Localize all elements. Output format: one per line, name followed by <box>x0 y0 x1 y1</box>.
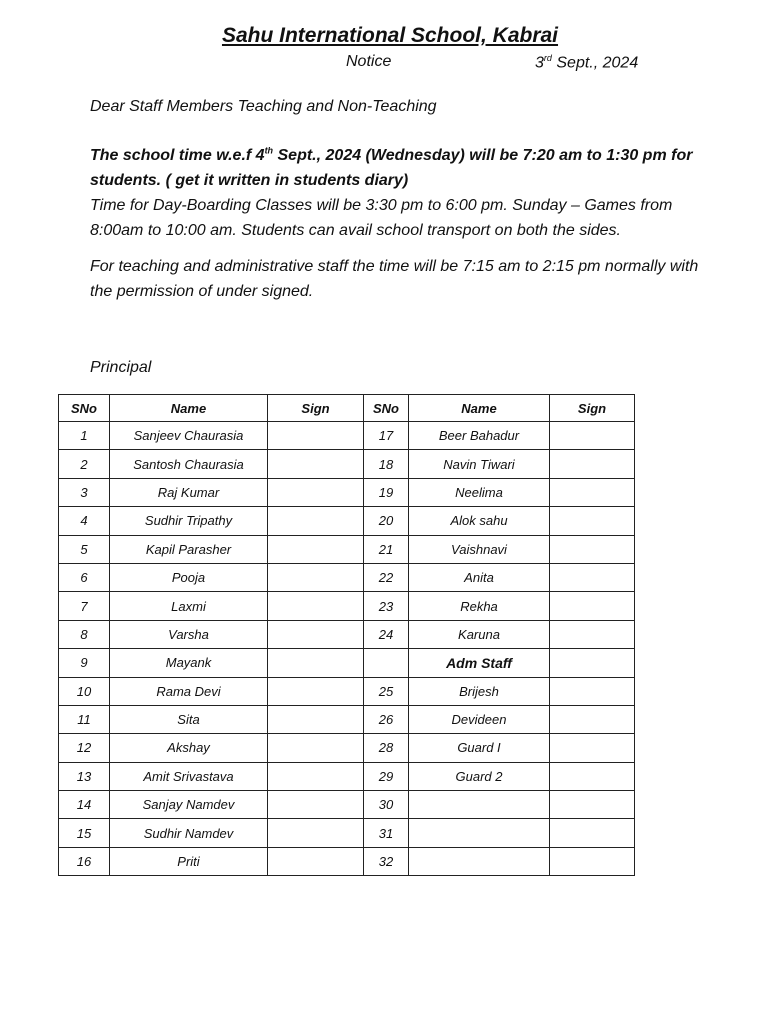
sign-cell <box>550 422 635 450</box>
name-cell: Varsha <box>110 620 268 648</box>
name-cell: Beer Bahadur <box>409 422 550 450</box>
sign-cell <box>550 734 635 762</box>
staff-time-paragraph: For teaching and administrative staff the time will be 7:15 am to 2:15 pm normally with the permission of under signed. <box>90 258 699 300</box>
name-cell: Pooja <box>110 563 268 591</box>
header-sno-1: SNo <box>59 395 110 422</box>
table-row <box>59 592 635 620</box>
sign-cell <box>268 847 364 875</box>
name-cell: Amit Srivastava <box>110 762 268 790</box>
sign-cell <box>550 450 635 478</box>
header-sno-2: SNo <box>364 395 409 422</box>
sno-cell: 26 <box>364 705 409 733</box>
sno-cell: 23 <box>364 592 409 620</box>
name-cell: Rama Devi <box>110 677 268 705</box>
table-row <box>59 819 635 847</box>
date-rest: Sept., 2024 <box>551 54 639 72</box>
date-day: 3 <box>535 54 544 72</box>
sign-cell <box>268 507 364 535</box>
sno-cell: 1 <box>59 422 110 450</box>
sign-cell <box>550 677 635 705</box>
sign-cell <box>268 563 364 591</box>
sno-cell: 5 <box>59 535 110 563</box>
sign-cell <box>268 422 364 450</box>
notice-date <box>535 53 638 72</box>
name-cell: Karuna <box>409 620 550 648</box>
date-suffix: rd <box>543 53 552 63</box>
table-row <box>59 677 635 705</box>
name-cell: Guard 2 <box>409 762 550 790</box>
header-name-2: Name <box>409 395 550 422</box>
sno-cell: 29 <box>364 762 409 790</box>
notice-label: Notice <box>346 53 392 70</box>
name-cell: Anita <box>409 563 550 591</box>
sno-cell: 20 <box>364 507 409 535</box>
sign-cell <box>268 649 364 677</box>
name-cell: Neelima <box>409 478 550 506</box>
sno-cell: 2 <box>59 450 110 478</box>
header-name-1: Name <box>110 395 268 422</box>
sign-cell <box>268 677 364 705</box>
name-cell: Brijesh <box>409 677 550 705</box>
name-cell: Mayank <box>110 649 268 677</box>
sign-cell <box>268 734 364 762</box>
table-row <box>59 563 635 591</box>
name-cell: Navin Tiwari <box>409 450 550 478</box>
table-row <box>59 791 635 819</box>
sign-cell <box>268 791 364 819</box>
sno-cell: 25 <box>364 677 409 705</box>
table-row <box>59 422 635 450</box>
sno-cell: 6 <box>59 563 110 591</box>
sign-cell <box>268 592 364 620</box>
sno-cell: 9 <box>59 649 110 677</box>
sno-cell: 10 <box>59 677 110 705</box>
sign-cell <box>550 592 635 620</box>
sign-cell <box>550 620 635 648</box>
sno-cell: 21 <box>364 535 409 563</box>
sno-cell: 8 <box>59 620 110 648</box>
name-cell <box>409 847 550 875</box>
sno-cell: 11 <box>59 705 110 733</box>
sno-cell: 30 <box>364 791 409 819</box>
sign-cell <box>550 563 635 591</box>
school-time-sup: th <box>264 146 274 156</box>
name-cell: Alok sahu <box>409 507 550 535</box>
school-time-b: Sept., 2024 (Wednesday) will be 7:20 am to 1:30 pm for students. ( get it written in students diary) <box>90 147 693 190</box>
name-cell: Guard I <box>409 734 550 762</box>
sno-cell: 14 <box>59 791 110 819</box>
name-cell: Raj Kumar <box>110 478 268 506</box>
name-cell: Sanjeev Chaurasia <box>110 422 268 450</box>
name-cell <box>409 791 550 819</box>
sno-cell: 16 <box>59 847 110 875</box>
table-row <box>59 762 635 790</box>
name-cell: Vaishnavi <box>409 535 550 563</box>
name-cell: Akshay <box>110 734 268 762</box>
name-cell: Devideen <box>409 705 550 733</box>
name-cell: Kapil Parasher <box>110 535 268 563</box>
table-row <box>59 478 635 506</box>
sign-cell <box>550 762 635 790</box>
sno-cell: 28 <box>364 734 409 762</box>
name-cell: Laxmi <box>110 592 268 620</box>
sign-cell <box>268 819 364 847</box>
school-name-title: Sahu International School, Kabrai <box>221 24 559 47</box>
sign-cell <box>268 450 364 478</box>
sno-cell: 15 <box>59 819 110 847</box>
sno-cell: 17 <box>364 422 409 450</box>
sno-cell: 4 <box>59 507 110 535</box>
sign-cell <box>268 620 364 648</box>
table-row <box>59 649 635 677</box>
school-time-a: The school time w.e.f 4 <box>90 147 265 165</box>
sign-cell <box>550 705 635 733</box>
sno-cell: 22 <box>364 563 409 591</box>
sno-cell: 18 <box>364 450 409 478</box>
sign-cell <box>550 535 635 563</box>
sign-cell <box>268 705 364 733</box>
table-row <box>59 847 635 875</box>
sign-cell <box>550 847 635 875</box>
sign-cell <box>550 649 635 677</box>
header-sign-1: Sign <box>268 395 364 422</box>
name-cell: Sita <box>110 705 268 733</box>
sno-cell: 7 <box>59 592 110 620</box>
name-cell: Rekha <box>409 592 550 620</box>
name-cell: Santosh Chaurasia <box>110 450 268 478</box>
table-header-row <box>59 395 635 422</box>
school-time-text <box>90 147 692 189</box>
sno-cell: 24 <box>364 620 409 648</box>
name-cell: Priti <box>110 847 268 875</box>
sign-cell <box>550 507 635 535</box>
salutation: Dear Staff Members Teaching and Non-Teaching <box>90 98 437 115</box>
sign-cell <box>268 535 364 563</box>
name-cell: Adm Staff <box>409 649 550 677</box>
signatory: Principal <box>90 359 152 376</box>
sno-cell: 13 <box>59 762 110 790</box>
sign-cell <box>268 478 364 506</box>
sno-cell: 3 <box>59 478 110 506</box>
name-cell: Sudhir Namdev <box>110 819 268 847</box>
sign-cell <box>550 791 635 819</box>
staff-sign-table <box>58 394 635 876</box>
sign-cell <box>550 819 635 847</box>
sno-cell <box>364 649 409 677</box>
table-row <box>59 507 635 535</box>
table-row <box>59 705 635 733</box>
header-sign-2: Sign <box>550 395 635 422</box>
name-cell: Sudhir Tripathy <box>110 507 268 535</box>
sign-cell <box>550 478 635 506</box>
table-row <box>59 450 635 478</box>
table-row <box>59 620 635 648</box>
name-cell <box>409 819 550 847</box>
school-time-paragraph <box>90 139 700 243</box>
name-cell: Sanjay Namdev <box>110 791 268 819</box>
table-row <box>59 535 635 563</box>
sno-cell: 32 <box>364 847 409 875</box>
day-boarding-text: Time for Day-Boarding Classes will be 3:30 pm to 6:00 pm. Sunday – Games from 8:00am to 10:00 am. Students can avail school transport on both the sides. <box>90 197 673 240</box>
sno-cell: 12 <box>59 734 110 762</box>
table-row <box>59 734 635 762</box>
sign-cell <box>268 762 364 790</box>
sno-cell: 19 <box>364 478 409 506</box>
sno-cell: 31 <box>364 819 409 847</box>
